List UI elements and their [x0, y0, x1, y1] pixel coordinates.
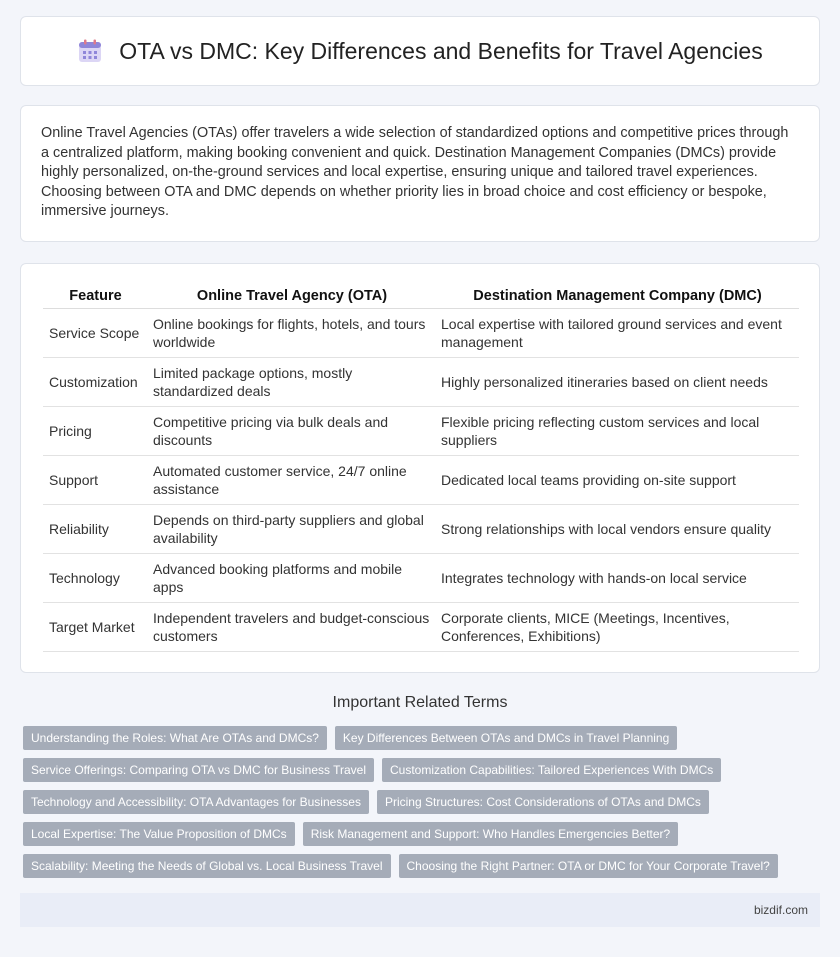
- ota-cell: Advanced booking platforms and mobile apps: [148, 554, 436, 603]
- related-term-link[interactable]: Technology and Accessibility: OTA Advantages for Businesses: [23, 790, 369, 814]
- related-term-link[interactable]: Pricing Structures: Cost Considerations of OTAs and DMCs: [377, 790, 709, 814]
- ota-cell: Limited package options, mostly standardized deals: [148, 358, 436, 407]
- related-term-link[interactable]: Choosing the Right Partner: OTA or DMC for Your Corporate Travel?: [399, 854, 778, 878]
- table-row: [43, 358, 799, 407]
- table-row: [43, 505, 799, 554]
- related-term-link[interactable]: Scalability: Meeting the Needs of Global vs. Local Business Travel: [23, 854, 391, 878]
- feature-cell: Reliability: [43, 505, 148, 554]
- header-ota: Online Travel Agency (OTA): [148, 283, 436, 309]
- page-title: OTA vs DMC: Key Differences and Benefits for Travel Agencies: [119, 37, 763, 64]
- table-row: [43, 456, 799, 505]
- table-row: [43, 603, 799, 652]
- related-term-link[interactable]: Risk Management and Support: Who Handles Emergencies Better?: [303, 822, 679, 846]
- related-terms-heading: Important Related Terms: [332, 694, 508, 711]
- comparison-table: [43, 283, 799, 652]
- table-row: [43, 407, 799, 456]
- table-header-row: [43, 283, 799, 309]
- feature-cell: Customization: [43, 358, 148, 407]
- ota-cell: Independent travelers and budget-conscious customers: [148, 603, 436, 652]
- ota-cell: Depends on third-party suppliers and global availability: [148, 505, 436, 554]
- related-term-link[interactable]: Service Offerings: Comparing OTA vs DMC for Business Travel: [23, 758, 374, 782]
- comparison-card: [20, 263, 820, 673]
- feature-cell: Pricing: [43, 407, 148, 456]
- related-term-link[interactable]: Local Expertise: The Value Proposition of DMCs: [23, 822, 295, 846]
- dmc-cell: Dedicated local teams providing on-site support: [436, 456, 799, 505]
- header-feature: Feature: [43, 283, 148, 309]
- dmc-cell: Local expertise with tailored ground services and event management: [436, 309, 799, 358]
- dmc-cell: Highly personalized itineraries based on client needs: [436, 358, 799, 407]
- related-term-link[interactable]: Key Differences Between OTAs and DMCs in Travel Planning: [335, 726, 677, 750]
- feature-cell: Target Market: [43, 603, 148, 652]
- table-row: [43, 554, 799, 603]
- intro-text: Online Travel Agencies (OTAs) offer travelers a wide selection of standardized options and competitive prices through a centralized platform, making booking convenient and quick. Destination Management Companies (DMCs) provide highly personalized, on-the-ground services and local expertise, ensuring unique and tailored travel experiences. Choosing between OTA and DMC depends on whether priority lies in broad choice and cost efficiency or bespoke, immersive journeys.: [41, 125, 789, 219]
- ota-cell: Online bookings for flights, hotels, and tours worldwide: [148, 309, 436, 358]
- intro-card: [20, 105, 820, 242]
- related-term-link[interactable]: Understanding the Roles: What Are OTAs and DMCs?: [23, 726, 327, 750]
- ota-cell: Competitive pricing via bulk deals and discounts: [148, 407, 436, 456]
- dmc-cell: Integrates technology with hands-on local service: [436, 554, 799, 603]
- dmc-cell: Strong relationships with local vendors ensure quality: [436, 505, 799, 554]
- table-row: [43, 309, 799, 358]
- feature-cell: Service Scope: [43, 309, 148, 358]
- dmc-cell: Corporate clients, MICE (Meetings, Incentives, Conferences, Exhibitions): [436, 603, 799, 652]
- dmc-cell: Flexible pricing reflecting custom services and local suppliers: [436, 407, 799, 456]
- related-term-link[interactable]: Customization Capabilities: Tailored Experiences With DMCs: [382, 758, 721, 782]
- footer-brand[interactable]: bizdif.com: [753, 903, 808, 917]
- calendar-icon: [77, 38, 103, 64]
- ota-cell: Automated customer service, 24/7 online assistance: [148, 456, 436, 505]
- related-terms-list: [23, 726, 823, 886]
- page-header: [20, 16, 820, 86]
- footer: [20, 893, 820, 927]
- feature-cell: Support: [43, 456, 148, 505]
- feature-cell: Technology: [43, 554, 148, 603]
- header-dmc: Destination Management Company (DMC): [436, 283, 799, 309]
